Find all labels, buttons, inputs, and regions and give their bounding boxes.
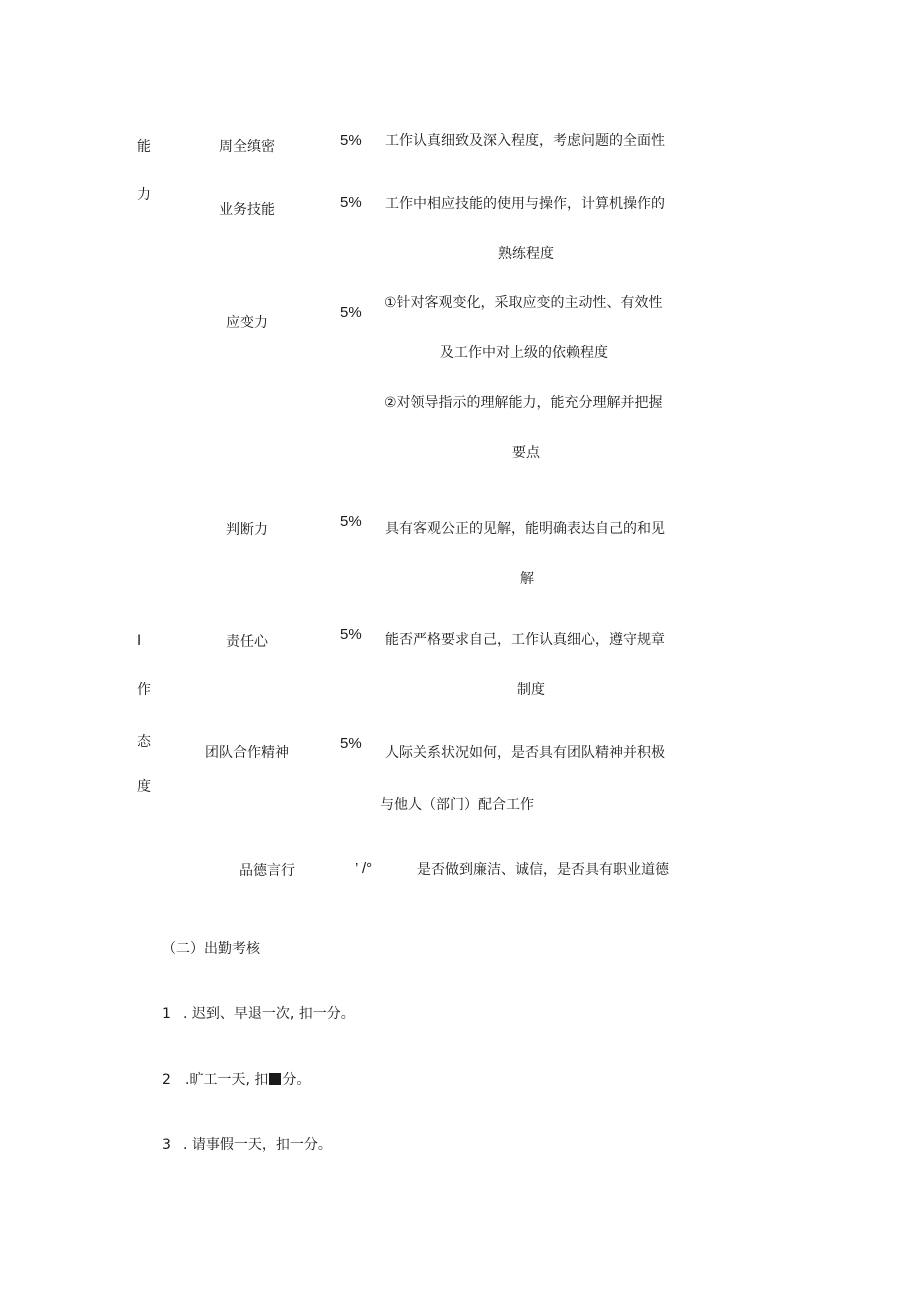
item-weight: 5% <box>340 626 362 643</box>
item-description: ②对领导指示的理解能力，能充分理解并把握 <box>384 395 663 411</box>
item-name: 品德言行 <box>239 863 295 879</box>
item-description: 具有客观公正的见解，能明确表达自己的和见 <box>385 521 665 537</box>
list-item-number: 2 <box>162 1072 171 1088</box>
item-weight: 5% <box>340 194 362 211</box>
item-name: 团队合作精神 <box>205 745 289 761</box>
item-weight: 5% <box>340 735 362 752</box>
category-ability-char-2: 力 <box>137 187 151 203</box>
item-description-cont: 解 <box>520 571 534 587</box>
item-description: 人际关系状况如何，是否具有团队精神并积极 <box>385 745 665 761</box>
item-weight: 5% <box>340 304 362 321</box>
item-description-cont: 及工作中对上级的依赖程度 <box>440 345 608 361</box>
list-item-text: 分。 <box>282 1072 311 1088</box>
item-name: 判断力 <box>226 522 268 538</box>
item-description: 是否做到廉洁、诚信，是否具有职业道德 <box>417 862 669 878</box>
category-ability-char-1: 能 <box>137 139 151 155</box>
list-item-text: . 请事假一天，扣一分。 <box>183 1137 332 1153</box>
item-description: ①针对客观变化，采取应变的主动性、有效性 <box>384 295 663 311</box>
category-attitude-char-4: 度 <box>137 779 151 795</box>
section-heading: （二）出勤考核 <box>162 941 260 957</box>
redaction-square-icon <box>269 1073 281 1085</box>
list-item-number: 3 <box>162 1137 171 1153</box>
item-name: 应变力 <box>226 315 268 331</box>
item-description: 能否严格要求自己，工作认真细心，遵守规章 <box>385 632 665 648</box>
item-description-cont: 熟练程度 <box>498 246 554 262</box>
list-item-text: . 迟到、早退一次, 扣一分。 <box>183 1006 355 1022</box>
category-attitude-char-3: 态 <box>137 734 151 750</box>
item-weight: ’ /° <box>355 860 373 877</box>
item-name: 业务技能 <box>219 202 275 218</box>
item-description-cont: 与他人（部门）配合工作 <box>380 797 534 813</box>
item-name: 责任心 <box>226 634 268 650</box>
list-item <box>185 1073 310 1087</box>
item-description-cont: 要点 <box>512 445 540 461</box>
list-item-text: .旷工一天, 扣 <box>185 1072 269 1088</box>
item-description-cont: 制度 <box>517 682 545 698</box>
item-description: 工作认真细致及深入程度，考虑问题的全面性 <box>385 133 665 149</box>
item-name: 周全缜密 <box>219 139 275 155</box>
list-item-number: 1 <box>162 1006 171 1022</box>
category-attitude-char-2: 作 <box>137 682 151 698</box>
item-weight: 5% <box>340 513 362 530</box>
category-attitude-char-1: I <box>137 633 142 649</box>
item-description: 工作中相应技能的使用与操作，计算机操作的 <box>385 196 665 212</box>
item-weight: 5% <box>340 132 362 149</box>
